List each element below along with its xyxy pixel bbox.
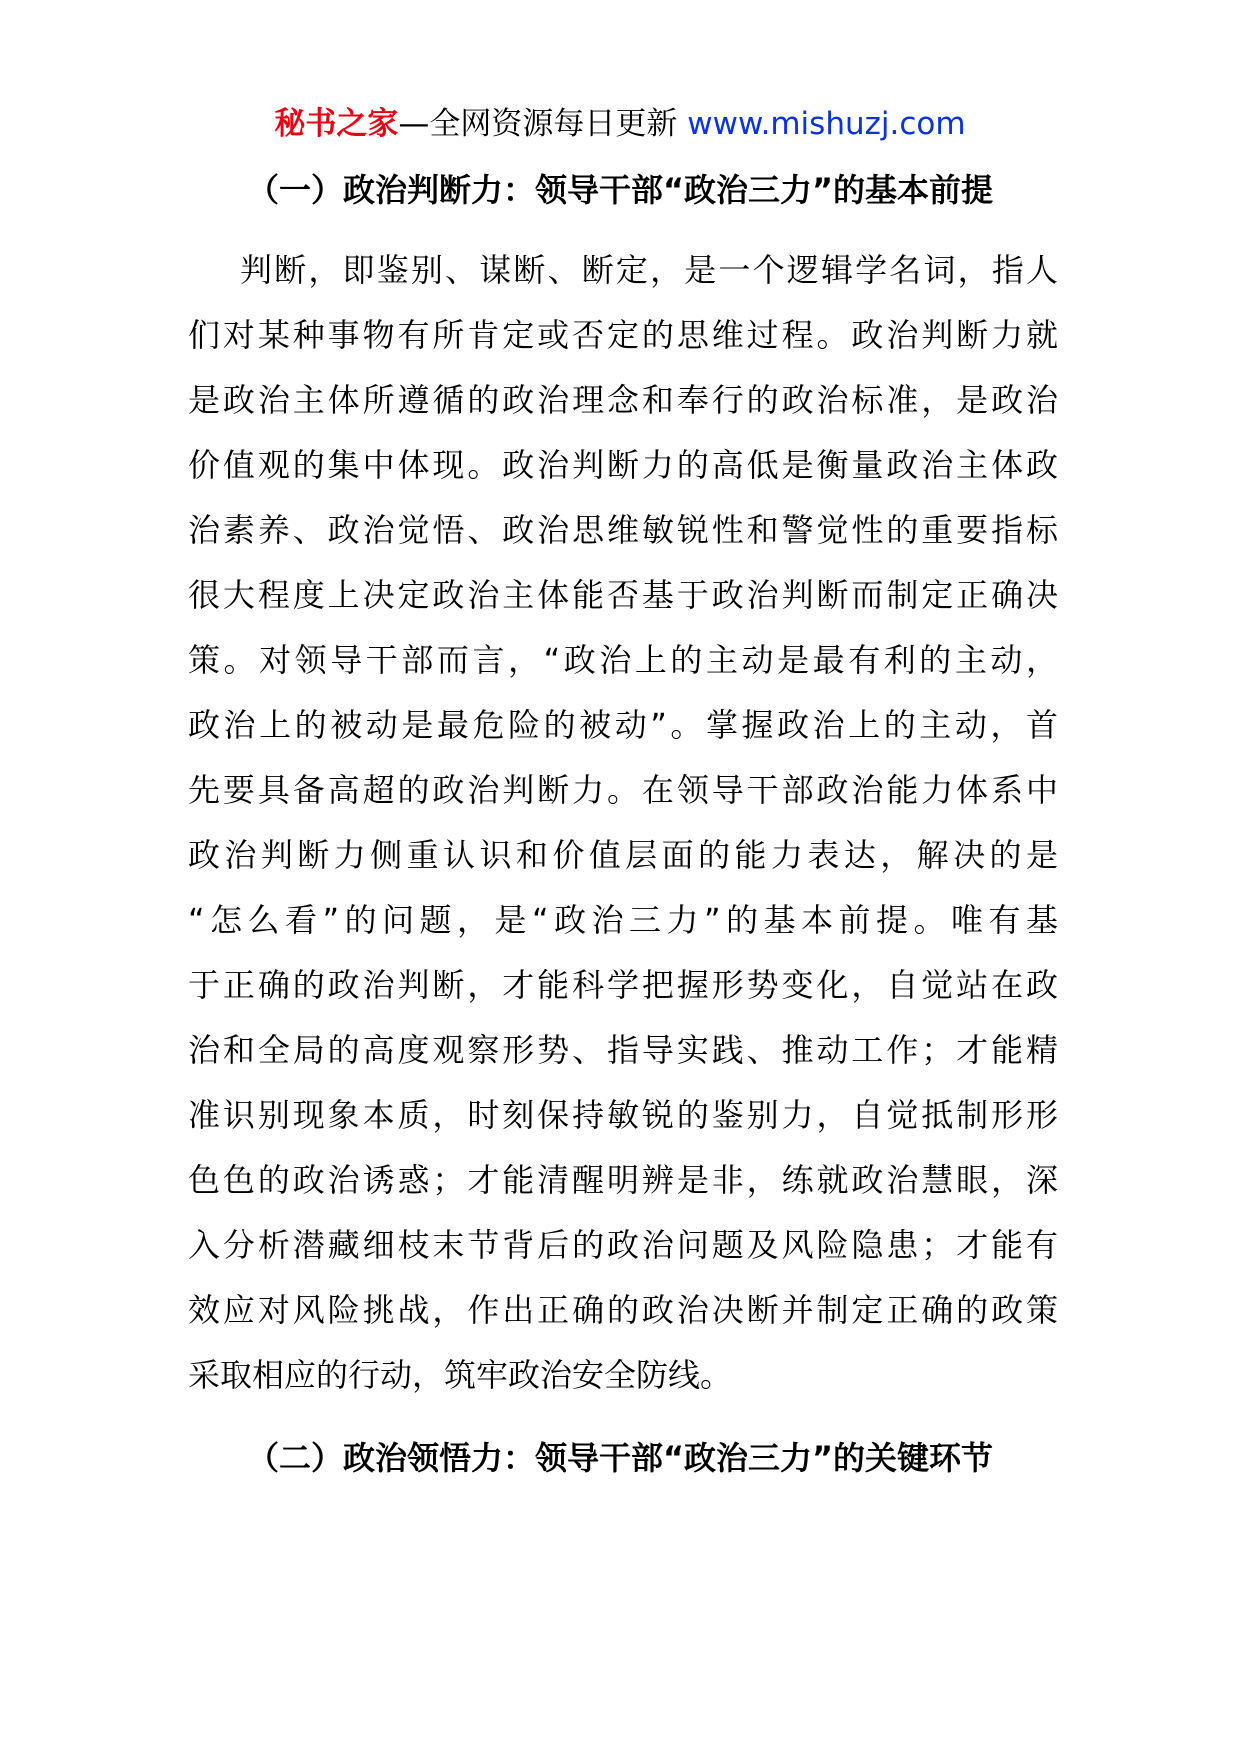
- paragraph-line: 治素养、政治觉悟、政治思维敏锐性和警觉性的重要指标: [188, 511, 1058, 549]
- paragraph-line: 判断，即鉴别、谋断、断定，是一个逻辑学名词，指人: [240, 251, 1058, 289]
- paragraph-line: 治和全局的高度观察形势、指导实践、推动工作；才能精: [188, 1031, 1058, 1069]
- site-brand: 秘书之家: [274, 106, 399, 142]
- paragraph-line: 价值观的集中体现。政治判断力的高低是衡量政治主体政: [188, 446, 1058, 484]
- paragraph-line: 策。对领导干部而言，“政治上的主动是最有利的主动，: [188, 641, 1058, 679]
- site-tagline: —全网资源每日更新: [398, 106, 678, 142]
- paragraph-line: 先要具备高超的政治判断力。在领导干部政治能力体系中: [188, 771, 1058, 809]
- paragraph-line: 是政治主体所遵循的政治理念和奉行的政治标准，是政治: [188, 381, 1058, 419]
- paragraph-line: 色色的政治诱惑；才能清醒明辨是非，练就政治慧眼，深: [188, 1161, 1058, 1199]
- paragraph-line: “怎么看”的问题，是“政治三力”的基本前提。唯有基: [188, 901, 1058, 939]
- paragraph-line: 采取相应的行动，筑牢政治安全防线。: [188, 1356, 733, 1394]
- section-heading-1: （一）政治判断力：领导干部“政治三力”的基本前提: [246, 171, 994, 209]
- section-heading-2: （二）政治领悟力：领导干部“政治三力”的关键环节: [246, 1439, 994, 1477]
- section-1-paragraph: [188, 238, 1058, 1408]
- paragraph-line: 政治判断力侧重认识和价值层面的能力表达，解决的是: [188, 836, 1058, 874]
- paragraph-line: 入分析潜藏细枝末节背后的政治问题及风险隐患；才能有: [188, 1226, 1058, 1264]
- paragraph-line: 们对某种事物有所肯定或否定的思维过程。政治判断力就: [188, 316, 1058, 354]
- paragraph-line: 准识别现象本质，时刻保持敏锐的鉴别力，自觉抵制形形: [188, 1096, 1058, 1134]
- paragraph-line: 效应对风险挑战，作出正确的政治决断并制定正确的政策: [188, 1291, 1058, 1329]
- paragraph-line: 很大程度上决定政治主体能否基于政治判断而制定正确决: [188, 576, 1058, 614]
- page-header: [0, 100, 1240, 148]
- paragraph-line: 政治上的被动是最危险的被动”。掌握政治上的主动，首: [188, 706, 1058, 744]
- paragraph-line: 于正确的政治判断，才能科学把握形势变化，自觉站在政: [188, 966, 1058, 1004]
- site-url-link[interactable]: www.mishuzj.com: [687, 106, 966, 142]
